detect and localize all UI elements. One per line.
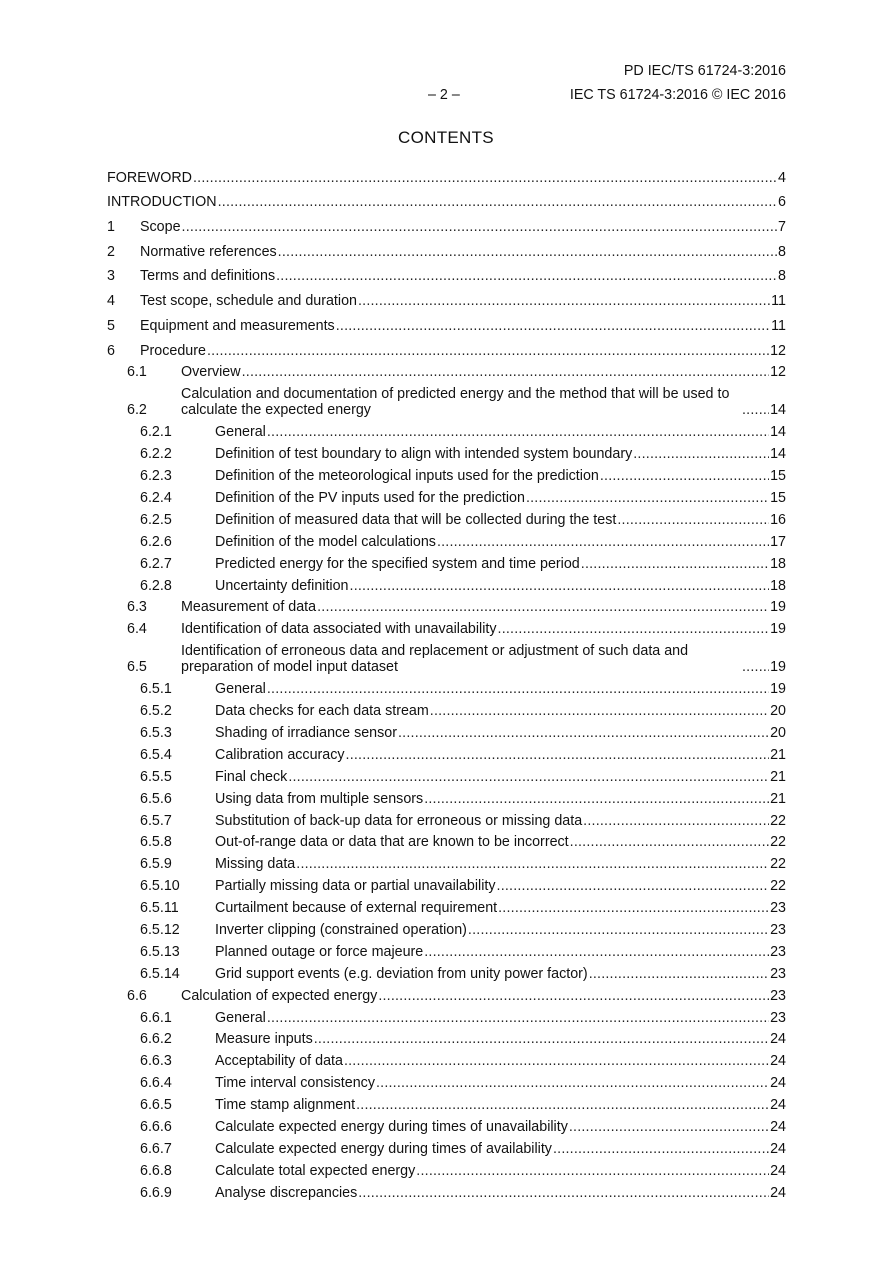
toc-entry[interactable] (107, 809, 786, 831)
dot-leader (278, 244, 777, 260)
toc-entry[interactable] (107, 382, 786, 420)
toc-entry[interactable] (107, 552, 786, 574)
copyright-line: IEC TS 61724-3:2016 © IEC 2016 (569, 87, 786, 103)
toc-entry[interactable] (107, 1071, 786, 1093)
toc-entry-number: 6.2.1 (140, 424, 172, 441)
dot-leader (276, 268, 777, 284)
toc-entry[interactable] (107, 311, 786, 336)
toc-entry[interactable] (107, 940, 786, 962)
dot-leader (207, 343, 769, 359)
toc-entry-title: Out-of-range data or data that are known to be incorrect (215, 834, 569, 851)
toc-entry-page: 18 (770, 555, 786, 572)
dot-leader (570, 834, 769, 850)
toc-entry-title: Using data from multiple sensors (215, 790, 424, 807)
toc-entry-page: 24 (770, 1119, 786, 1135)
dot-leader (498, 900, 769, 916)
toc-entry-number: 6.2.7 (140, 555, 172, 572)
toc-entry-page: 16 (770, 511, 786, 528)
toc-entry-title: Curtailment because of external requirement (215, 900, 498, 917)
contents-title: CONTENTS (398, 128, 494, 147)
toc-entry-page: 24 (770, 1140, 786, 1157)
toc-entry-number: 6.5.12 (140, 921, 180, 938)
toc-entry[interactable] (107, 721, 786, 743)
toc-entry-number: 6.2 (127, 402, 147, 419)
dot-leader (416, 1163, 769, 1179)
toc-entry-title: Test scope, schedule and duration (140, 293, 357, 310)
dot-leader (267, 1010, 769, 1026)
toc-entry-number: 6.5.7 (140, 812, 172, 829)
toc-entry[interactable] (107, 984, 786, 1006)
toc-entry-page: 23 (770, 900, 786, 917)
toc-entry-title: Data checks for each data stream (215, 703, 429, 720)
toc-entry-page: 8 (778, 268, 786, 285)
toc-entry[interactable] (107, 1049, 786, 1071)
toc-entry[interactable] (107, 596, 786, 618)
toc-entry[interactable] (107, 336, 786, 361)
dot-leader (633, 446, 769, 462)
toc-entry-number: 4 (107, 293, 115, 310)
toc-entry-title: Procedure (140, 342, 206, 359)
toc-entry-title: Shading of irradiance sensor (215, 724, 397, 741)
dot-leader (344, 1053, 769, 1069)
toc-entry-number: 1 (107, 219, 115, 236)
toc-entry[interactable] (107, 1093, 786, 1115)
toc-entry-number: 6.2.8 (140, 577, 172, 594)
toc-entry[interactable] (107, 787, 786, 809)
toc-entry[interactable] (107, 896, 786, 918)
toc-entry-number: 6.6.7 (140, 1140, 172, 1157)
toc-entry-number: 6.5.6 (140, 790, 172, 807)
toc-entry[interactable] (107, 831, 786, 853)
toc-entry-title: Overview (181, 364, 241, 381)
toc-entry-number: 2 (107, 243, 115, 260)
dot-leader (424, 944, 769, 960)
toc-entry-title: Partially missing data or partial unavailability (215, 878, 496, 895)
dot-leader (336, 318, 770, 334)
toc-entry-title: Identification of erroneous data and replacement or adjustment of such data and preparation of model input dataset (181, 643, 689, 676)
toc-entry-number: 6.5 (127, 659, 147, 676)
toc-entry-title: Substitution of back-up data for erroneous or missing data (215, 812, 583, 829)
dot-leader (468, 922, 769, 938)
dot-leader (398, 725, 769, 741)
toc-entry-page: 21 (770, 790, 786, 807)
dot-leader (218, 194, 777, 210)
dot-leader (583, 813, 769, 829)
toc-entry-number: 6.2.2 (140, 446, 172, 463)
toc-entry-number: 6.5.8 (140, 834, 172, 851)
toc-entry-title: Calculate expected energy during times of availability (215, 1140, 552, 1157)
toc-entry-page: 23 (770, 1009, 786, 1026)
toc-entry[interactable] (107, 1181, 786, 1203)
toc-entry-page: 24 (770, 1053, 786, 1070)
toc-entry-title: Measurement of data (181, 599, 317, 616)
toc-entry-page: 17 (770, 533, 786, 550)
dot-leader (526, 490, 769, 506)
toc-entry[interactable] (107, 852, 786, 874)
toc-entry-number: 6.2.3 (140, 468, 172, 485)
page-number: – 2 – (428, 87, 460, 103)
dot-leader (430, 703, 769, 719)
toc-entry-title: Definition of the PV inputs used for the prediction (215, 489, 525, 506)
toc-entry-number: 6.6.5 (140, 1097, 172, 1114)
toc-entry-number: 6.6.4 (140, 1075, 172, 1092)
dot-leader (742, 659, 769, 675)
toc-entry-page: 6 (778, 194, 786, 211)
dot-leader (356, 1097, 769, 1113)
toc-entry-page: 20 (770, 724, 786, 741)
toc-entry-number: 6.4 (127, 621, 147, 638)
toc-entry-number: 6.6.1 (140, 1009, 172, 1026)
toc-entry-page: 11 (771, 293, 786, 310)
dot-leader (498, 621, 770, 637)
toc-entry-page: 14 (770, 424, 786, 441)
toc-entry-number: 5 (107, 317, 115, 334)
toc-entry-title: Definition of the meteorological inputs used for the prediction (215, 468, 599, 485)
toc-entry-title: General (215, 681, 266, 698)
dot-leader (376, 1075, 769, 1091)
toc-entry-page: 23 (770, 987, 786, 1004)
toc-entry[interactable] (107, 574, 786, 596)
toc-entry[interactable] (107, 699, 786, 721)
toc-entry-number: 3 (107, 268, 115, 285)
toc-entry-number: 6.5.4 (140, 746, 172, 763)
toc-entry[interactable] (107, 918, 786, 940)
toc-entry-page: 22 (770, 834, 786, 851)
dot-leader (600, 468, 769, 484)
toc-entry-page: 23 (770, 965, 786, 982)
toc-entry-page: 12 (770, 342, 786, 359)
dot-leader (296, 856, 769, 872)
toc-entry-page: 8 (778, 243, 786, 260)
toc-entry-title: Definition of measured data that will be collected during the test (215, 511, 617, 528)
toc-entry-number: 6.5.10 (140, 878, 180, 895)
toc-entry[interactable] (107, 442, 786, 464)
toc-entry-page: 18 (770, 577, 786, 594)
dot-leader (553, 1141, 769, 1157)
toc-entry[interactable] (107, 212, 786, 237)
toc-entry[interactable] (107, 486, 786, 508)
toc-entry-title: Calculate expected energy during times of unavailability (215, 1119, 568, 1135)
dot-leader (314, 1031, 769, 1047)
toc-entry-number: 6.5.2 (140, 703, 172, 720)
toc-entry-number: 6.5.3 (140, 724, 172, 741)
toc-entry-page: 24 (770, 1097, 786, 1114)
toc-entry-page: 24 (770, 1031, 786, 1048)
dot-leader (497, 878, 770, 894)
toc-entry-page: 14 (770, 402, 786, 419)
toc-entry-title: Uncertainty definition (215, 577, 349, 594)
dot-leader (617, 512, 769, 528)
dot-leader (267, 681, 769, 697)
dot-leader (182, 219, 778, 235)
dot-leader (358, 293, 770, 309)
toc-entry-page: 24 (770, 1075, 786, 1092)
toc-entry-title: Missing data (215, 856, 296, 873)
toc-entry[interactable] (107, 1137, 786, 1159)
toc-entry[interactable] (107, 508, 786, 530)
toc-entry[interactable] (107, 1115, 786, 1137)
toc-entry-number: 6.2.4 (140, 489, 172, 506)
toc-entry[interactable] (107, 262, 786, 287)
dot-leader (378, 988, 769, 1004)
toc-entry-page: 22 (770, 856, 786, 873)
toc-entry[interactable] (107, 237, 786, 262)
toc-entry[interactable] (107, 617, 786, 639)
toc-entry-number: 6.5.14 (140, 965, 180, 982)
toc-entry[interactable] (107, 874, 786, 896)
dot-leader (193, 170, 777, 186)
dot-leader (742, 402, 769, 418)
toc-entry-number: 6.5.1 (140, 681, 172, 698)
toc-entry[interactable] (107, 188, 786, 213)
toc-entry-number: 6.2.6 (140, 533, 172, 550)
toc-entry-number: 6.5.9 (140, 856, 172, 873)
dot-leader (358, 1185, 769, 1201)
toc-entry[interactable] (107, 677, 786, 699)
dot-leader (581, 556, 769, 572)
toc-entry-title: Calibration accuracy (215, 746, 345, 763)
toc-entry-page: 20 (770, 703, 786, 720)
toc-entry-page: 19 (770, 659, 786, 676)
toc-entry-page: 22 (770, 878, 786, 895)
toc-entry-number: 6.1 (127, 364, 147, 381)
toc-entry[interactable] (107, 420, 786, 442)
toc-entry-number: 6.5.5 (140, 768, 172, 785)
dot-leader (317, 599, 769, 615)
dot-leader (350, 578, 770, 594)
toc-entry-title: Time stamp alignment (215, 1097, 356, 1114)
dot-leader (267, 424, 769, 440)
table-of-contents (107, 163, 786, 1203)
toc-entry[interactable] (107, 361, 786, 383)
toc-entry-title: General (215, 1009, 266, 1026)
toc-entry-page: 4 (778, 169, 786, 186)
toc-entry-page: 21 (770, 768, 786, 785)
toc-entry-page: 15 (770, 468, 786, 485)
toc-entry-page: 23 (770, 943, 786, 960)
toc-entry-page: 19 (770, 599, 786, 616)
toc-entry-title: Normative references (140, 243, 277, 260)
toc-entry-title: Inverter clipping (constrained operation) (215, 921, 467, 938)
toc-entry-title: Calculation of expected energy (181, 987, 378, 1004)
document-id: PD IEC/TS 61724-3:2016 (623, 63, 786, 79)
toc-entry-number: 6 (107, 342, 115, 359)
toc-entry-title: Planned outage or force majeure (215, 943, 424, 960)
toc-entry-title: FOREWORD (107, 169, 192, 186)
toc-entry-title: Definition of test boundary to align with intended system boundary (215, 446, 633, 463)
toc-entry-number: 6.5.11 (140, 900, 179, 917)
toc-entry-page: 19 (770, 681, 786, 698)
toc-entry-title: Final check (215, 768, 288, 785)
toc-entry-title: Grid support events (e.g. deviation from unity power factor) (215, 965, 588, 982)
toc-entry-title: Acceptability of data (215, 1053, 343, 1070)
toc-entry-title: Time interval consistency (215, 1075, 375, 1092)
toc-entry[interactable] (107, 530, 786, 552)
toc-entry-title: Calculation and documentation of predicted energy and the method that will be used to calculate the expected energy (181, 386, 730, 419)
dot-leader (242, 364, 770, 380)
toc-entry-number: 6.6.2 (140, 1031, 172, 1048)
toc-entry-number: 6.6.8 (140, 1162, 172, 1179)
toc-entry-page: 24 (770, 1162, 786, 1179)
toc-entry-title: Terms and definitions (140, 268, 276, 285)
dot-leader (589, 966, 769, 982)
toc-entry-title: Predicted energy for the specified system and time period (215, 555, 580, 572)
toc-entry-page: 23 (770, 921, 786, 938)
toc-entry-number: 6.3 (127, 599, 147, 616)
toc-entry-title: Equipment and measurements (140, 317, 335, 334)
toc-entry-title: General (215, 424, 266, 441)
dot-leader (346, 747, 770, 763)
toc-entry-number: 6.6.9 (140, 1184, 172, 1201)
toc-entry-page: 24 (770, 1184, 786, 1201)
toc-entry[interactable] (107, 743, 786, 765)
toc-entry[interactable] (107, 639, 786, 677)
toc-entry[interactable] (107, 464, 786, 486)
toc-entry-page: 12 (770, 364, 786, 381)
toc-entry-number: 6.2.5 (140, 511, 172, 528)
toc-entry-page: 21 (770, 746, 786, 763)
toc-entry[interactable] (107, 286, 786, 311)
toc-entry-page: 19 (770, 621, 786, 638)
toc-entry-number: 6.6 (127, 987, 147, 1004)
toc-entry-title: INTRODUCTION (107, 194, 217, 211)
toc-entry-title: Calculate total expected energy (215, 1162, 416, 1179)
toc-entry-title: Analyse discrepancies (215, 1184, 358, 1201)
toc-entry-page: 14 (770, 446, 786, 463)
toc-entry-number: 6.6.3 (140, 1053, 172, 1070)
dot-leader (569, 1119, 769, 1135)
dot-leader (424, 791, 769, 807)
toc-entry-title: Measure inputs (215, 1031, 313, 1048)
toc-entry[interactable] (107, 765, 786, 787)
toc-entry[interactable] (107, 962, 786, 984)
toc-entry-page: 22 (770, 812, 786, 829)
toc-entry[interactable] (107, 1006, 786, 1028)
toc-entry-number: 6.5.13 (140, 943, 180, 960)
toc-entry[interactable] (107, 163, 786, 188)
toc-entry-page: 11 (771, 317, 786, 334)
toc-entry-title: Identification of data associated with unavailability (181, 621, 497, 638)
toc-entry-title: Definition of the model calculations (215, 533, 436, 550)
dot-leader (437, 534, 769, 550)
toc-entry-number: 6.6.6 (140, 1119, 172, 1135)
toc-entry[interactable] (107, 1028, 786, 1050)
dot-leader (288, 769, 769, 785)
toc-entry-page: 7 (778, 219, 786, 236)
toc-entry[interactable] (107, 1159, 786, 1181)
toc-entry-title: Scope (140, 219, 181, 236)
toc-entry-page: 15 (770, 489, 786, 506)
